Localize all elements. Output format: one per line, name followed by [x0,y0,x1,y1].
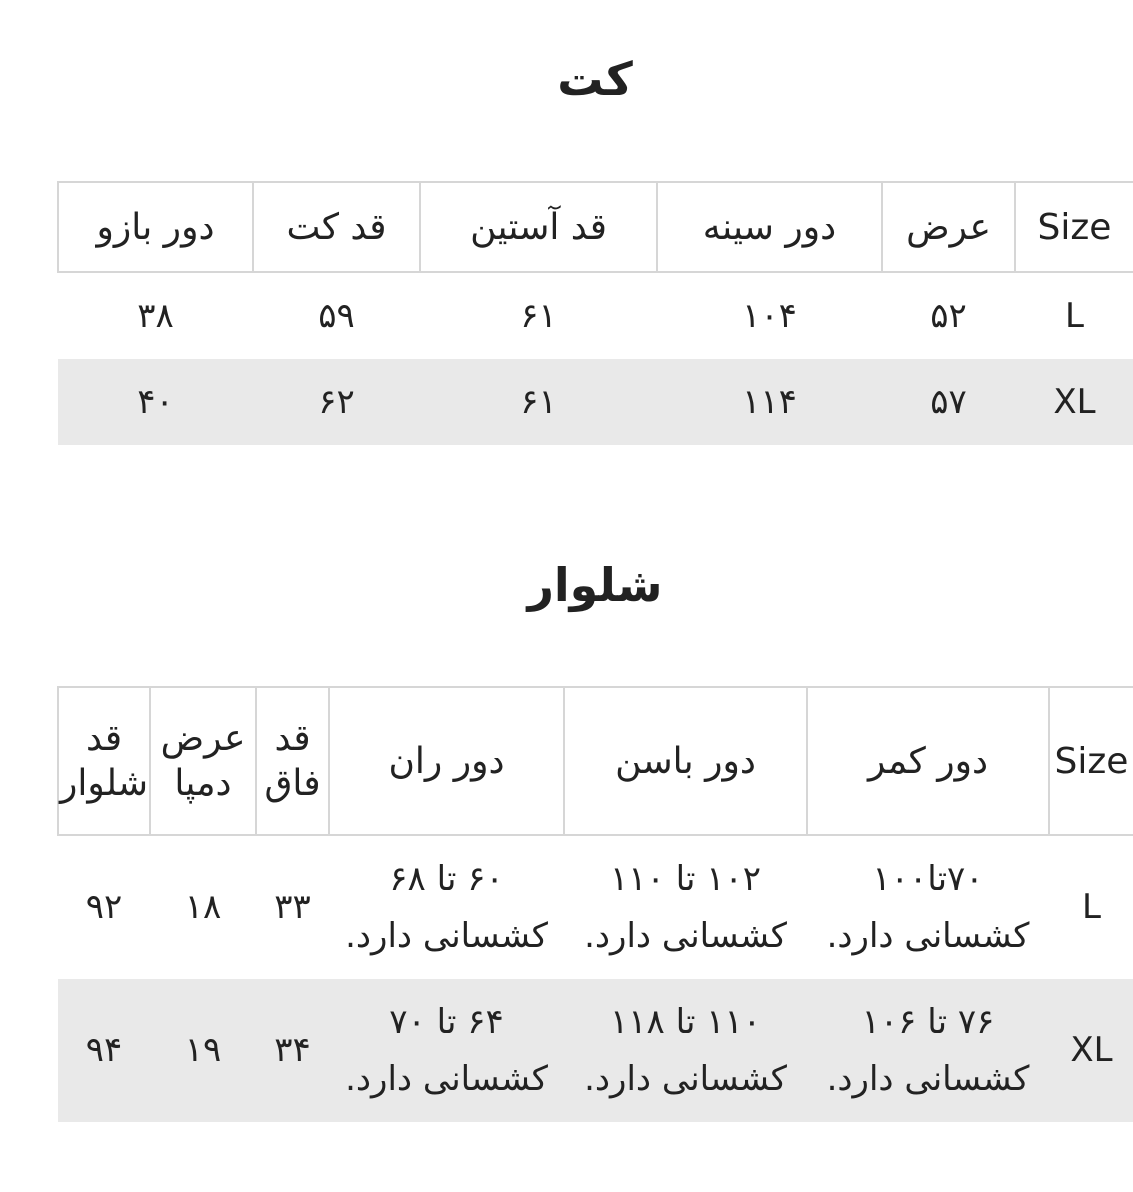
table-cell: ۶۰ تا ۶۸ کشسانی دارد. [345,859,548,956]
table-cell: ۶۱ [520,296,557,336]
table-cell: ۵۹ [318,296,355,336]
table-row [58,835,1133,979]
table-cell: ۵۲ [930,296,967,336]
header-rise: قد فاق [256,687,329,835]
header-jacket-length: قد کت [253,182,420,272]
table-row [58,272,1133,359]
table-cell: L [1082,887,1101,928]
table-cell: ۱۰۴ [742,296,797,336]
table-cell: ۶۴ تا ۷۰ کشسانی دارد. [329,979,564,1122]
header-hip: دور باسن [564,687,807,835]
table-cell: ۱۱۰ تا ۱۱۸ کشسانی دارد. [564,979,807,1122]
pants-title: شلوار [527,558,663,612]
table-cell: ۹۴ [58,979,150,1122]
table-cell: ۶۱ [420,359,657,445]
table-cell: ۱۹ [150,979,256,1122]
header-width: عرض [882,182,1015,272]
table-cell: ۶۲ [253,359,420,445]
table-cell: ۷۶ تا ۱۰۶ کشسانی دارد. [807,979,1049,1122]
header-sleeve-length: قد آستین [420,182,657,272]
table-cell: ۳۴ [256,979,329,1122]
table-header-row [58,687,1133,835]
table-cell: ۵۷ [882,359,1015,445]
header-thigh: دور ران [329,687,564,835]
jacket-title: کت [557,52,633,106]
header-size: Size [1049,687,1133,835]
table-cell: ۳۸ [137,296,174,336]
table-cell: ۷۰تا۱۰۰ کشسانی دارد. [826,859,1030,956]
header-hem-width: عرض دمپا [150,687,256,835]
header-pants-length: قد شلوار [58,687,150,835]
table-cell: L [1065,296,1084,336]
header-chest: دور سینه [657,182,882,272]
table-header-row [58,182,1133,272]
table-cell: ۳۳ [274,887,311,928]
table-cell: ۴۰ [58,359,253,445]
table-row [58,359,1133,445]
table-cell: ۱۱۴ [657,359,882,445]
table-cell: ۹۲ [85,887,123,928]
table-row [58,979,1133,1122]
table-cell: ۱۸ [184,887,222,928]
jacket-size-table [57,181,1133,445]
header-arm: دور بازو [58,182,253,272]
header-size: Size [1015,182,1133,272]
pants-size-table [57,686,1133,1122]
table-cell: XL [1049,979,1133,1122]
table-cell: XL [1015,359,1133,445]
header-waist: دور کمر [807,687,1049,835]
table-cell: ۱۰۲ تا ۱۱۰ کشسانی دارد. [584,859,787,956]
